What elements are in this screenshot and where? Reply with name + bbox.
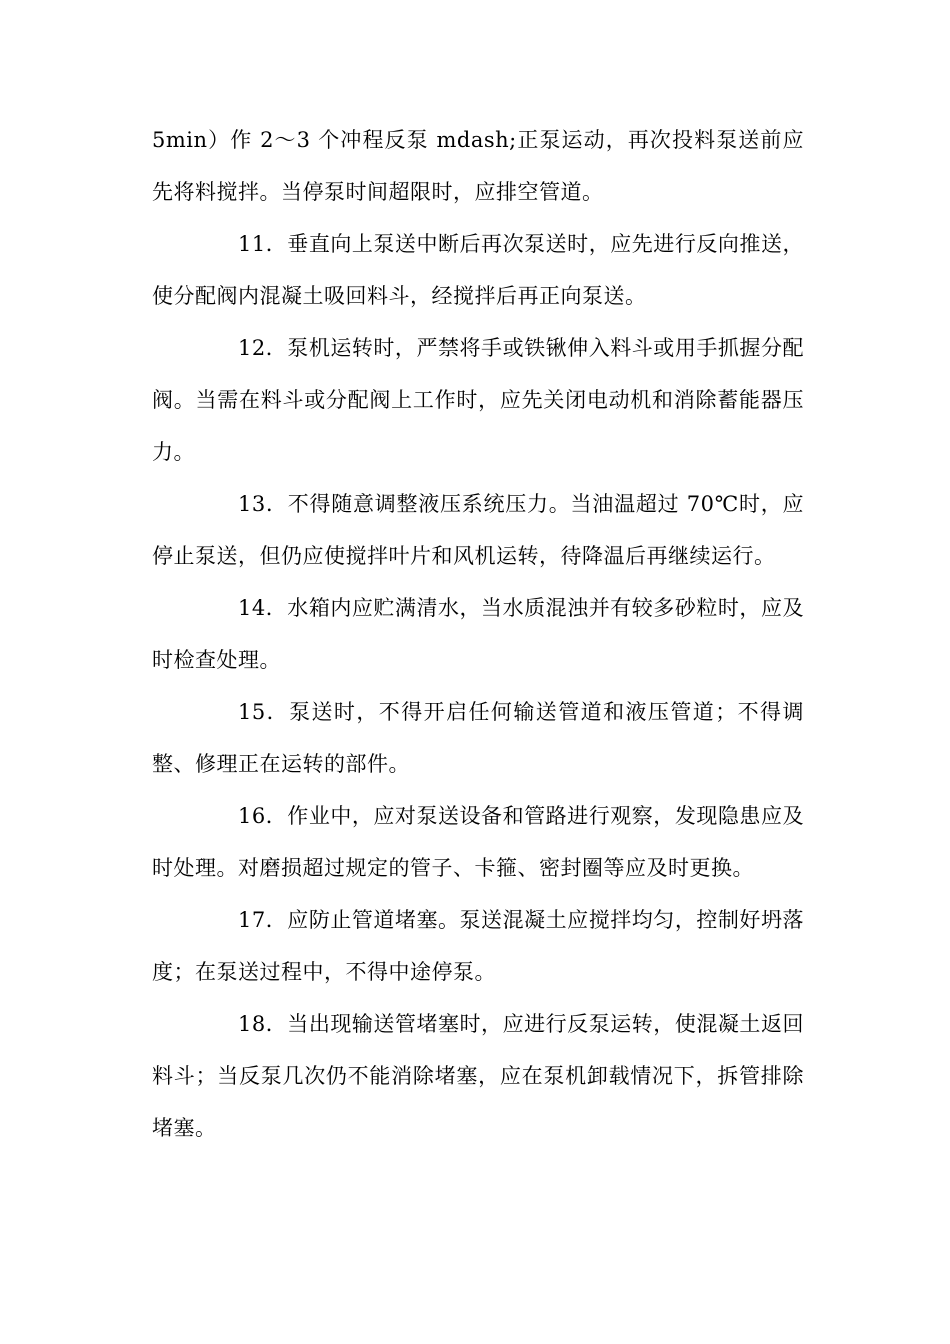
paragraph-item-17: 17．应防止管道堵塞。泵送混凝土应搅拌均匀，控制好坍落度；在泵送过程中，不得中途停泵。 bbox=[152, 908, 804, 984]
paragraph-item-15: 15．泵送时，不得开启任何输送管道和液压管道；不得调整、修理正在运转的部件。 bbox=[152, 700, 804, 776]
paragraph-item-16: 16．作业中，应对泵送设备和管路进行观察，发现隐患应及时处理。对磨损超过规定的管子、卡箍、密封圈等应及时更换。 bbox=[152, 804, 804, 880]
paragraph-continuation: 5min）作 2～3 个冲程反泵 mdash;正泵运动，再次投料泵送前应先将料搅拌。当停泵时间超限时，应排空管道。 bbox=[152, 128, 804, 204]
paragraph-item-11: 11．垂直向上泵送中断后再次泵送时，应先进行反向推送，使分配阀内混凝土吸回料斗，经搅拌后再正向泵送。 bbox=[152, 232, 804, 308]
paragraph-item-12: 12．泵机运转时，严禁将手或铁锹伸入料斗或用手抓握分配阀。当需在料斗或分配阀上工作时，应先关闭电动机和消除蓄能器压力。 bbox=[152, 336, 804, 464]
document-body bbox=[152, 114, 804, 1154]
paragraph-item-18: 18．当出现输送管堵塞时，应进行反泵运转，使混凝土返回料斗；当反泵几次仍不能消除堵塞，应在泵机卸载情况下，拆管排除堵塞。 bbox=[152, 1012, 804, 1140]
paragraph-item-13: 13．不得随意调整液压系统压力。当油温超过 70℃时，应停止泵送，但仍应使搅拌叶片和风机运转，待降温后再继续运行。 bbox=[152, 492, 804, 568]
paragraph-item-14: 14．水箱内应贮满清水，当水质混浊并有较多砂粒时，应及时检查处理。 bbox=[152, 596, 804, 672]
